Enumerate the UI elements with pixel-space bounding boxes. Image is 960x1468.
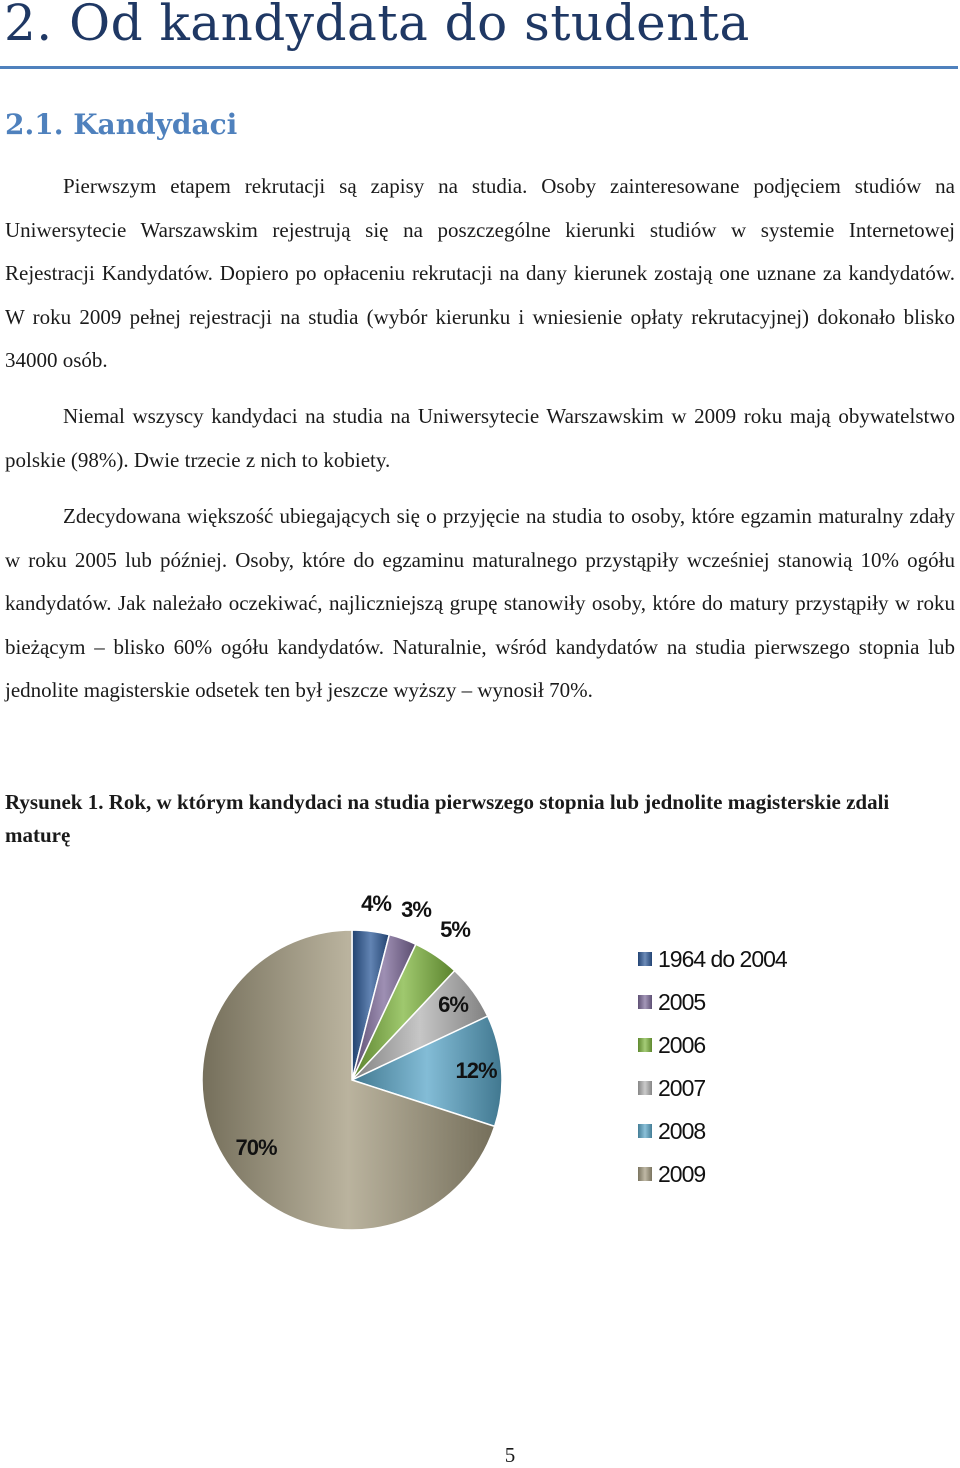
legend-label: 2005 [658,989,706,1015]
legend-swatch [638,1081,652,1095]
section-heading: 2.1. Kandydaci [5,108,238,141]
data-label: 5% [440,917,470,942]
legend-swatch [638,1124,652,1138]
data-label: 4% [361,891,391,916]
data-label: 6% [438,992,468,1017]
heading-rule [0,66,958,69]
legend-label: 2009 [658,1161,706,1187]
chapter-heading: 2. Od kandydata do studenta [4,0,750,52]
paragraph-1: Pierwszym etapem rekrutacji są zapisy na studia. Osoby zainteresowane podjęciem studiów na Uniwersytecie Warszawskim rejestrują się na poszczególne kierunki studiów w systemie Internetowej Rejestracji Kandydatów. Dopiero po opłaceniu rekrutacji na dany kierunek zostają one uznane za kandydatów. W roku 2009 pełnej rejestracji na studia (wybór kierunku i wniesienie opłaty rekrutacyjnej) dokonało blisko 34000 osób. [5,174,955,372]
legend-label: 1964 do 2004 [658,946,787,972]
figure-caption: Rysunek 1. Rok, w którym kandydaci na studia pierwszego stopnia lub jednolite magisterskie zdali maturę [5,790,890,847]
data-label: 3% [401,897,431,922]
data-label: 12% [455,1058,497,1083]
legend-swatch [638,1167,652,1181]
legend-swatch [638,995,652,1009]
paragraph-3: Zdecydowana większość ubiegających się o przyjęcie na studia to osoby, które egzamin maturalny zdały w roku 2005 lub później. Osoby, które do egzaminu maturalnego przystąpiły wcześniej stanowią 10% ogółu kandydatów. Jak należało oczekiwać, najliczniejszą grupę stanowiły osoby, które do matury przystąpiły w roku bieżącym – blisko 60% ogółu kandydatów. Naturalnie, wśród kandydatów na studia pierwszego stopnia lub jednolite magisterskie odsetek ten był jeszcze wyższy – wynosił 70%. [5,504,955,702]
legend-swatch [638,952,652,966]
data-label: 70% [235,1135,277,1160]
pie-chart [0,880,960,1320]
legend-label: 2006 [658,1032,706,1058]
chart-legend [638,946,788,1187]
legend-label: 2007 [658,1075,706,1101]
legend-swatch [638,1038,652,1052]
legend-label: 2008 [658,1118,706,1144]
paragraph-2: Niemal wszyscy kandydaci na studia na Uniwersytecie Warszawskim w 2009 roku mają obywatelstwo polskie (98%). Dwie trzecie z nich to kobiety. [5,404,955,472]
page-number: 5 [504,1443,516,1467]
